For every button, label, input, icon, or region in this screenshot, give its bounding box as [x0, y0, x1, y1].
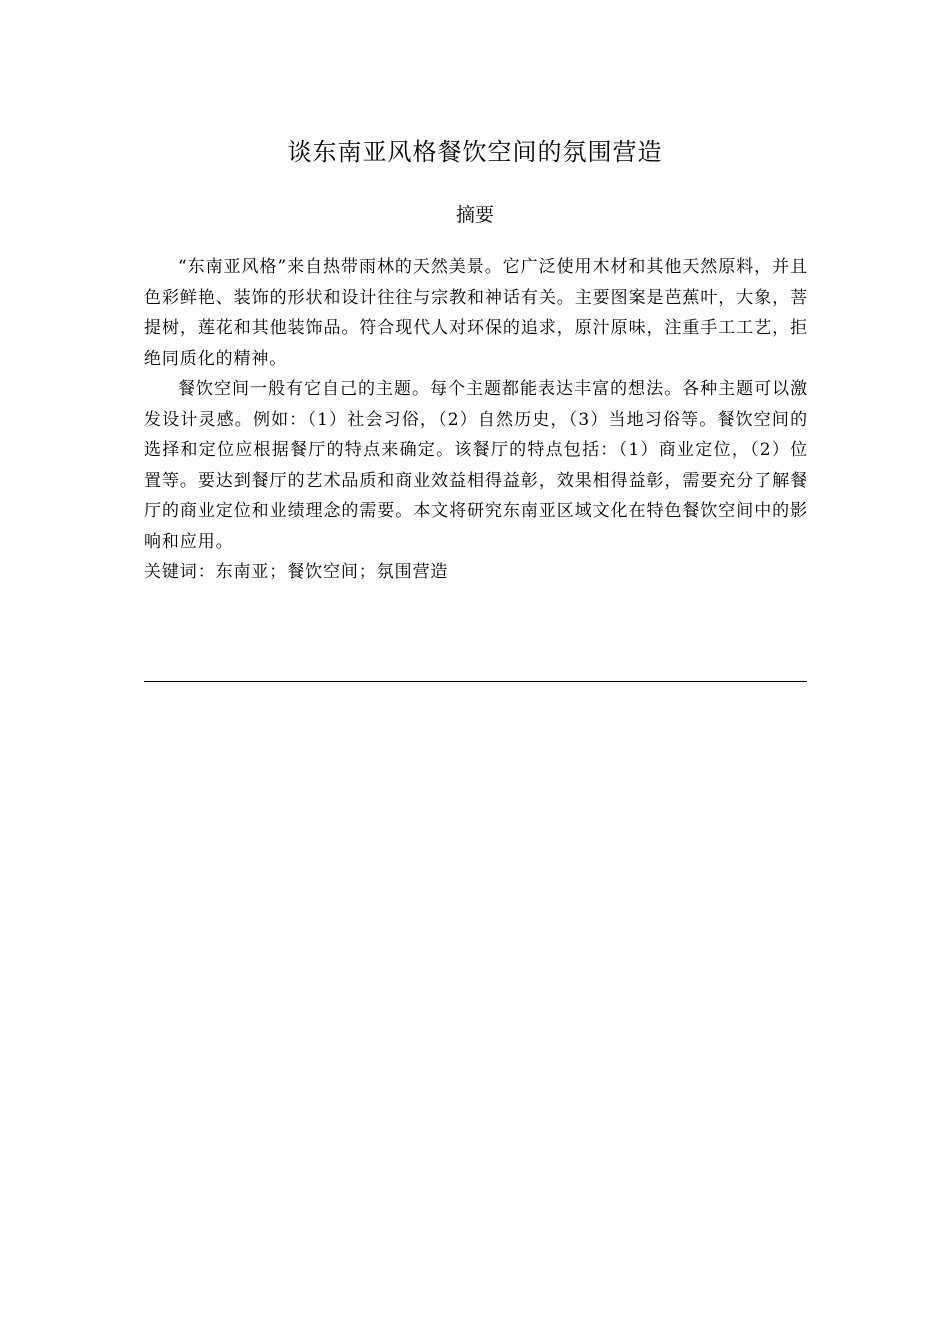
abstract-paragraph-1: “东南亚风格”来自热带雨林的天然美景。它广泛使用木材和其他天然原料，并且色彩鲜艳、装饰的形状和设计往往与宗教和神话有关。主要图案是芭蕉叶，大象，菩提树，莲花和其他装饰品。符合现代人对环保的追求，原汁原味，注重手工工艺，拒绝同质化的精神。	[144, 257, 808, 369]
keywords-line: 关键词：东南亚；餐饮空间；氛围营造	[144, 562, 449, 582]
abstract-body	[144, 252, 808, 588]
horizontal-divider	[144, 681, 807, 682]
abstract-paragraph-2: 餐饮空间一般有它自己的主题。每个主题都能表达丰富的想法。各种主题可以激发设计灵感。例如：（1）社会习俗，（2）自然历史，（3）当地习俗等。餐饮空间的选择和定位应根据餐厅的特点来确定。该餐厅的特点包括：（1）商业定位，（2）位置等。要达到餐厅的艺术品质和商业效益相得益彰，效果相得益彰，需要充分了解餐厅的商业定位和业绩理念的需要。本文将研究东南亚区域文化在特色餐饮空间中的影响和应用。	[144, 379, 808, 552]
document-title: 谈东南亚风格餐饮空间的氛围营造	[287, 138, 663, 166]
abstract-heading: 摘要	[455, 204, 494, 226]
